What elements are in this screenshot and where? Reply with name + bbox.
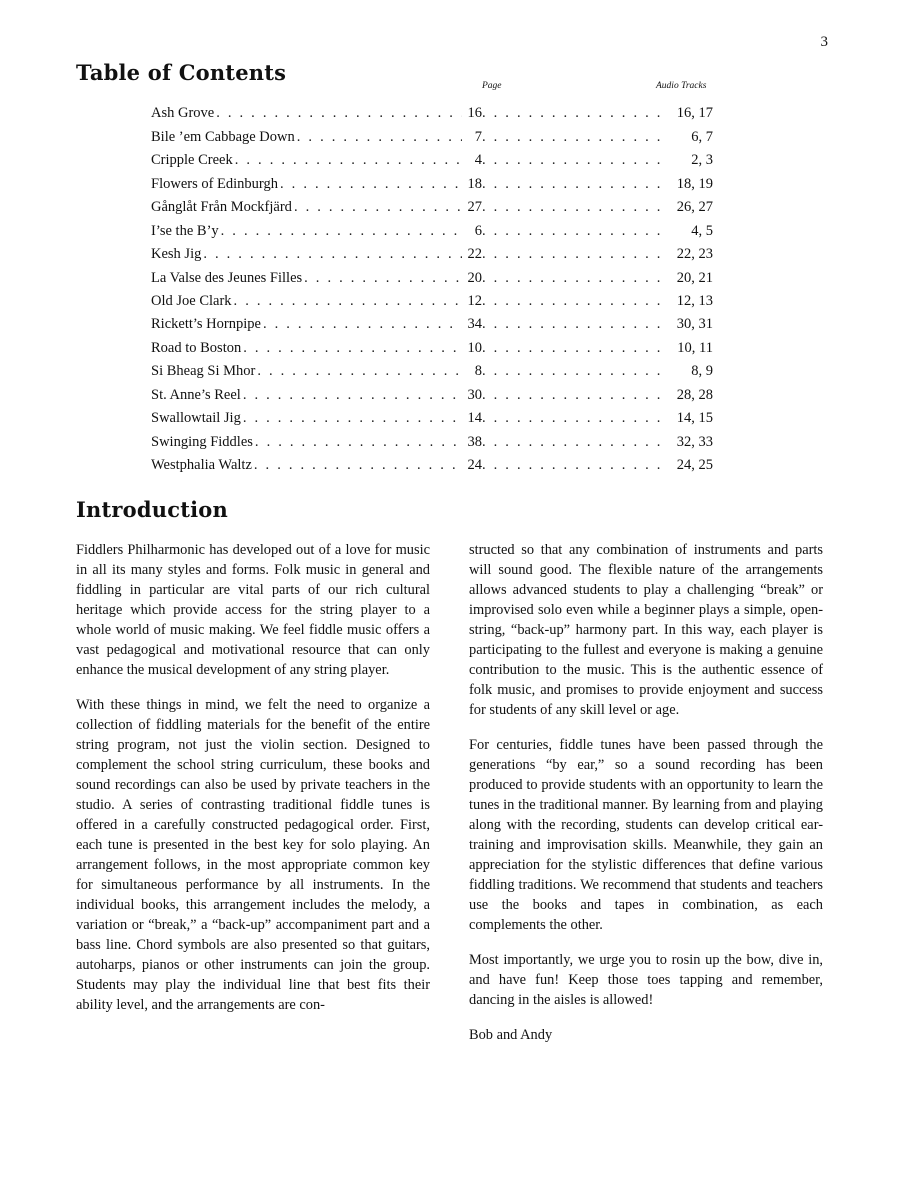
toc-leader-dots	[263, 316, 462, 333]
toc-entry-page: 16	[467, 105, 482, 122]
toc-column-tracks-label: Audio Tracks	[656, 81, 707, 91]
toc-entry-tracks: 24, 25	[676, 457, 713, 474]
toc-entry-page: 38	[467, 433, 482, 450]
toc-entry-title: Kesh Jig	[151, 246, 202, 263]
toc-entry	[151, 313, 713, 336]
toc-entry-tracks: 8, 9	[691, 363, 713, 380]
toc-entry-tracks: 32, 33	[676, 433, 713, 450]
intro-signature: Bob and Andy	[469, 1027, 553, 1043]
toc-entry-tracks: 26, 27	[676, 199, 713, 216]
toc-entry-title: Si Bheag Si Mhor	[151, 363, 256, 380]
toc-entry-tracks: 22, 23	[676, 246, 713, 263]
toc-entry-tracks: 12, 13	[676, 292, 713, 309]
toc-entry-page: 8	[474, 363, 482, 380]
toc-leader-dots	[482, 223, 669, 240]
toc-leader-dots	[243, 410, 462, 427]
toc-entry-title: Road to Boston	[151, 339, 242, 356]
toc-entry	[151, 431, 713, 454]
toc-entry	[151, 360, 713, 383]
toc-entry	[151, 290, 713, 313]
toc-leader-dots	[203, 246, 462, 263]
toc-leader-dots	[482, 434, 669, 451]
toc-entry-tracks: 16, 17	[676, 105, 713, 122]
toc-entry-title: Gånglåt Från Mockfjärd	[151, 199, 292, 216]
toc-entry-page: 12	[467, 292, 482, 309]
toc-entry-tracks: 10, 11	[677, 339, 713, 356]
intro-column-left	[76, 540, 430, 1030]
toc-entry-page: 30	[467, 386, 482, 403]
toc-leader-dots	[482, 246, 669, 263]
toc-leader-dots	[216, 105, 462, 122]
toc-entry	[151, 407, 713, 430]
toc-leader-dots	[221, 223, 462, 240]
toc-entry	[151, 196, 713, 219]
toc-list	[151, 102, 713, 478]
intro-column-right	[469, 540, 823, 1060]
toc-entry	[151, 337, 713, 360]
toc-entry-title: Rickett’s Hornpipe	[151, 316, 261, 333]
toc-entry-page: 22	[467, 246, 482, 263]
toc-entry-page: 10	[467, 339, 482, 356]
toc-leader-dots	[304, 270, 462, 287]
toc-entry	[151, 125, 713, 148]
toc-entry-title: Cripple Creek	[151, 152, 233, 169]
toc-entry-tracks: 6, 7	[691, 128, 713, 145]
toc-entry	[151, 149, 713, 172]
toc-leader-dots	[482, 340, 669, 357]
toc-entry-page: 24	[467, 457, 482, 474]
toc-leader-dots	[482, 129, 669, 146]
toc-entry-tracks: 20, 21	[676, 269, 713, 286]
toc-entry-page: 18	[467, 175, 482, 192]
intro-paragraph-1: Fiddlers Philharmonic has developed out of a love for music in all its many styles and forms. Folk music in general and fiddling in particular are vital parts of our rich cultural heritage which provide access for the string player to a whole world of music making. We feel fiddle music offers a vast pedagogical and motivational resource that can only enhance the musical development of any string player.	[76, 542, 430, 678]
toc-entry-title: Bile ’em Cabbage Down	[151, 128, 295, 145]
toc-heading: Table of Contents	[76, 60, 287, 85]
toc-leader-dots	[235, 152, 462, 169]
toc-leader-dots	[482, 176, 669, 193]
toc-entry-page: 4	[474, 152, 482, 169]
toc-entry-page: 27	[467, 199, 482, 216]
toc-entry-tracks: 14, 15	[676, 410, 713, 427]
toc-entry	[151, 266, 713, 289]
toc-entry-page: 6	[474, 222, 482, 239]
toc-entry-title: Swinging Fiddles	[151, 433, 253, 450]
toc-entry-page: 14	[467, 410, 482, 427]
toc-leader-dots	[243, 387, 462, 404]
toc-entry-title: Ash Grove	[151, 105, 215, 122]
toc-leader-dots	[255, 434, 462, 451]
toc-entry-title: St. Anne’s Reel	[151, 386, 241, 403]
introduction-heading: Introduction	[76, 497, 228, 522]
toc-leader-dots	[280, 176, 462, 193]
toc-leader-dots	[482, 363, 669, 380]
toc-entry-page: 34	[467, 316, 482, 333]
toc-column-page-label: Page	[482, 81, 502, 91]
toc-entry	[151, 219, 713, 242]
toc-entry-tracks: 30, 31	[676, 316, 713, 333]
toc-entry	[151, 102, 713, 125]
toc-leader-dots	[294, 199, 462, 216]
toc-entry	[151, 384, 713, 407]
toc-entry-title: Old Joe Clark	[151, 292, 232, 309]
intro-paragraph-2-part-1: With these things in mind, we felt the need to organize a collection of fiddling materials for the benefit of the entire string program, not just the violin section. Designed to complement the school string curriculum, these books and sound recordings can also be used by private teachers in the studio. A series of contrasting traditional fiddle tunes is offered in a carefully constructed pedagogical order. First, each tune is presented in the best key for solo playing. An arrangement follows, in the most appropriate common key for simultaneous performance by all instruments. In the individual books, this arrangement includes the melody, a variation or “break,” a “back-up” accompaniment part and a bass line. Chord symbols are also presented so that guitars, autoharps, pianos or other instruments can join the group. Students may play the individual line that best fits their ability level, and the arrangements are con-	[76, 697, 430, 1013]
page-number: 3	[820, 34, 828, 50]
toc-leader-dots	[482, 105, 669, 122]
toc-entry-tracks: 18, 19	[676, 175, 713, 192]
toc-leader-dots	[482, 270, 669, 287]
toc-leader-dots	[482, 293, 669, 310]
toc-entry-title: I’se the B’y	[151, 222, 219, 239]
toc-entry-title: Swallowtail Jig	[151, 410, 241, 427]
intro-paragraph-4: Most importantly, we urge you to rosin up the bow, dive in, and have fun! Keep those toes tapping and remember, dancing in the aisles is allowed!	[469, 952, 823, 1008]
toc-entry-tracks: 28, 28	[676, 386, 713, 403]
toc-leader-dots	[482, 457, 669, 474]
intro-paragraph-3: For centuries, fiddle tunes have been passed through the generations “by ear,” so a sound recording has been produced to provide students with an opportunity to learn the tunes in the traditional manner. By learning from and playing along with the recording, students can develop critical ear-training and improvisation skills. Meanwhile, they gain an appreciation for the stylistic differences that define various fiddling traditions. We recommend that students and teachers use the books and tapes in combination, as each complements the other.	[469, 737, 823, 933]
toc-entry-page: 7	[474, 128, 482, 145]
toc-leader-dots	[482, 316, 669, 333]
toc-leader-dots	[257, 363, 462, 380]
toc-leader-dots	[297, 129, 462, 146]
intro-paragraph-2-part-2: structed so that any combination of instruments and parts will sound good. The flexible nature of the arrangements allows advanced students to play a challenging “break” or improvised solo even while a beginner plays a simple, open-string, “back-up” harmony part. In this way, each player is participating to the fullest and everyone is making a genuine contribution to the music. This is the authentic essence of folk music, and promises to provide enjoyment and success for students of any skill level or age.	[469, 542, 823, 718]
toc-entry	[151, 454, 713, 477]
toc-entry-title: La Valse des Jeunes Filles	[151, 269, 303, 286]
toc-entry-page: 20	[467, 269, 482, 286]
toc-leader-dots	[482, 199, 669, 216]
toc-entry-tracks: 4, 5	[691, 222, 713, 239]
toc-leader-dots	[482, 410, 669, 427]
toc-entry	[151, 243, 713, 266]
toc-leader-dots	[243, 340, 462, 357]
toc-entry-tracks: 2, 3	[691, 152, 713, 169]
toc-entry-title: Westphalia Waltz	[151, 457, 252, 474]
toc-leader-dots	[234, 293, 462, 310]
toc-leader-dots	[482, 387, 669, 404]
toc-leader-dots	[254, 457, 462, 474]
toc-entry-title: Flowers of Edinburgh	[151, 175, 279, 192]
toc-leader-dots	[482, 152, 669, 169]
toc-entry	[151, 172, 713, 195]
